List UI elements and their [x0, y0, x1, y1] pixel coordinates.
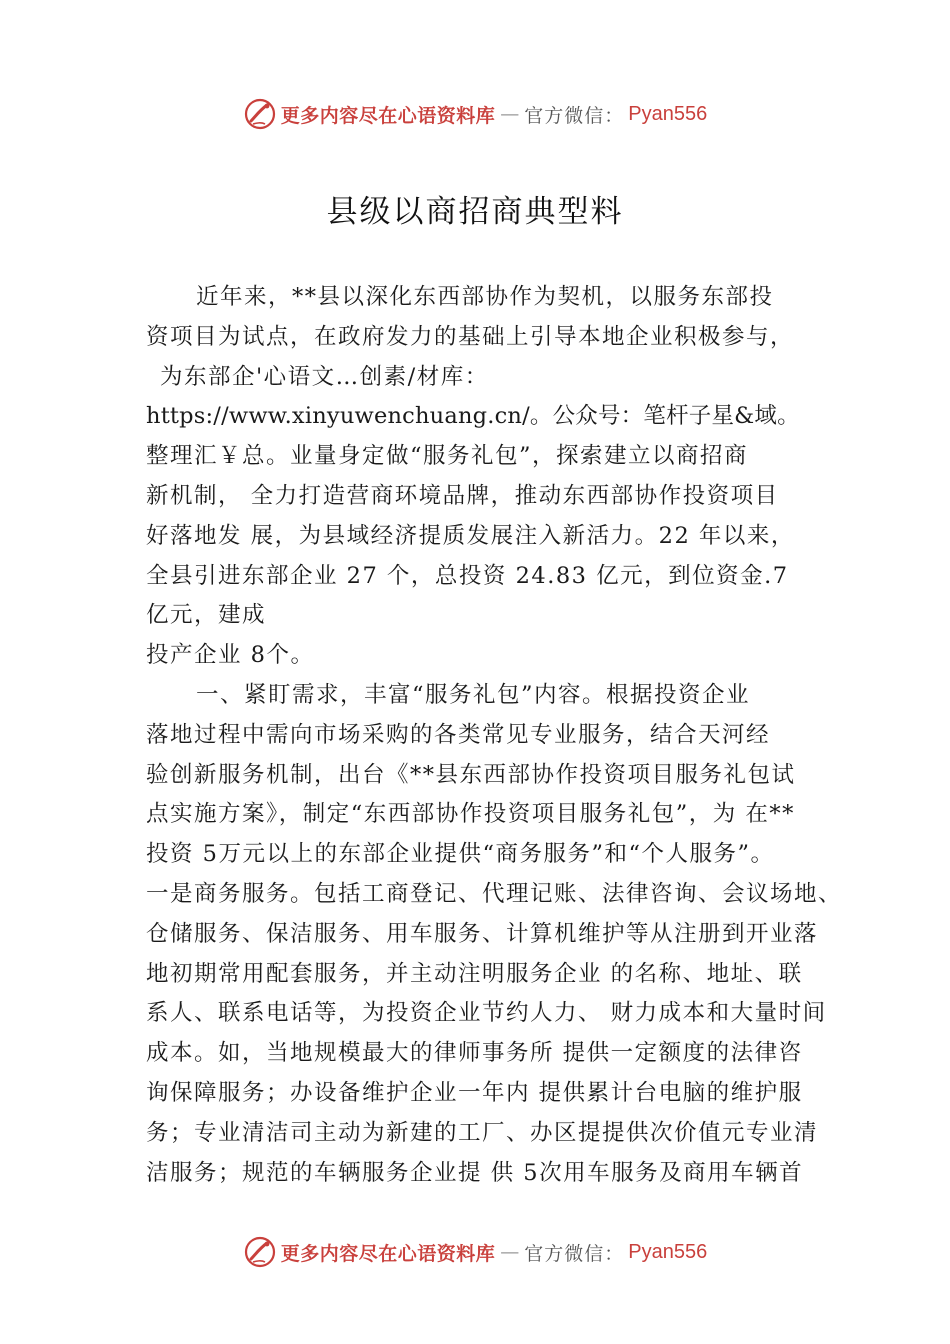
paragraph-line: 投产企业 8个。 — [146, 642, 315, 669]
banner-wechat-label: 官方微信： — [524, 1242, 625, 1265]
paragraph-line: https://www.xinyuwenchuang.cn/。公众号：笔杆子星&域。 — [146, 403, 800, 430]
paragraph-line: 验创新服务机制，出台《**县东西部协作投资项目服务礼包试 — [146, 761, 796, 788]
paragraph-line: 地初期常用配套服务，并主动注明服务企业 的名称、地址、联 — [146, 960, 803, 987]
brush-pen-logo-icon — [243, 1235, 277, 1269]
paragraph-line: 务；专业清洁司主动为新建的工厂、办区提提供次价值元专业清 — [146, 1119, 819, 1146]
paragraph-line: 洁服务；规范的车辆服务企业提 供 5次用车服务及商用车辆首 — [146, 1159, 804, 1186]
paragraph-line: 好落地发 展，为县域经济提质发展注入新活力。22 年以来， — [146, 522, 795, 549]
banner-wechat-id: Pyan556 — [628, 1240, 708, 1263]
banner-wechat-label: 官方微信： — [524, 104, 625, 127]
brush-pen-logo-icon — [243, 97, 277, 131]
paragraph-line: 投资 5万元以上的东部企业提供“商务服务”和“个人服务”。 — [146, 841, 775, 868]
paragraph-line: 系人、联系电话等，为投资企业节约人力、 财力成本和大量时间 — [146, 1000, 827, 1027]
document-body — [146, 278, 851, 1193]
banner-separator: — — [500, 103, 520, 125]
paragraph-line: 为东部企'心语文…创素/材库： — [160, 363, 489, 390]
paragraph-line: 询保障服务；办设备维护企业一年内 提供累计台电脑的维护服 — [146, 1079, 803, 1106]
paragraph-line: 成本。如，当地规模最大的律师事务所 提供一定额度的法律咨 — [146, 1040, 803, 1067]
banner-wechat-id: Pyan556 — [628, 102, 708, 125]
banner-slogan: 更多内容尽在心语资料库 — [280, 104, 496, 127]
paragraph-line: 点实施方案》，制定“东西部协作投资项目服务礼包”，为 在** — [146, 801, 795, 828]
paragraph-line: 落地过程中需向市场采购的各类常见专业服务，结合天河经 — [146, 721, 771, 748]
paragraph-line: 全县引进东部企业 27 个，总投资 24.83 亿元，到位资金.7 — [146, 562, 789, 589]
paragraph-line: 一是商务服务。包括工商登记、代理记账、法律咨询、会议场地、 — [146, 880, 843, 907]
banner-separator: — — [500, 1241, 520, 1263]
footer-watermark-banner — [0, 1232, 950, 1272]
paragraph-line: 资项目为试点，在政府发力的基础上引导本地企业积极参与， — [146, 323, 795, 350]
banner-slogan: 更多内容尽在心语资料库 — [280, 1242, 496, 1265]
paragraph-line: 整理汇￥总。业量身定做“服务礼包”，探索建立以商招商 — [146, 443, 749, 470]
paragraph-line: 一、紧盯需求，丰富“服务礼包”内容。根据投资企业 — [196, 681, 751, 708]
paragraph-line: 新机制， 全力打造营商环境品牌，推动东西部协作投资项目 — [146, 482, 779, 509]
header-watermark-banner — [0, 94, 950, 134]
paragraph-line: 亿元，建成 — [146, 602, 267, 629]
paragraph-line: 仓储服务、保洁服务、用车服务、计算机维护等从注册到开业落 — [146, 920, 819, 947]
document-title: 县级以商招商典型料 — [326, 194, 624, 230]
paragraph-line: 近年来，**县以深化东西部协作为契机，以服务东部投 — [196, 284, 774, 310]
